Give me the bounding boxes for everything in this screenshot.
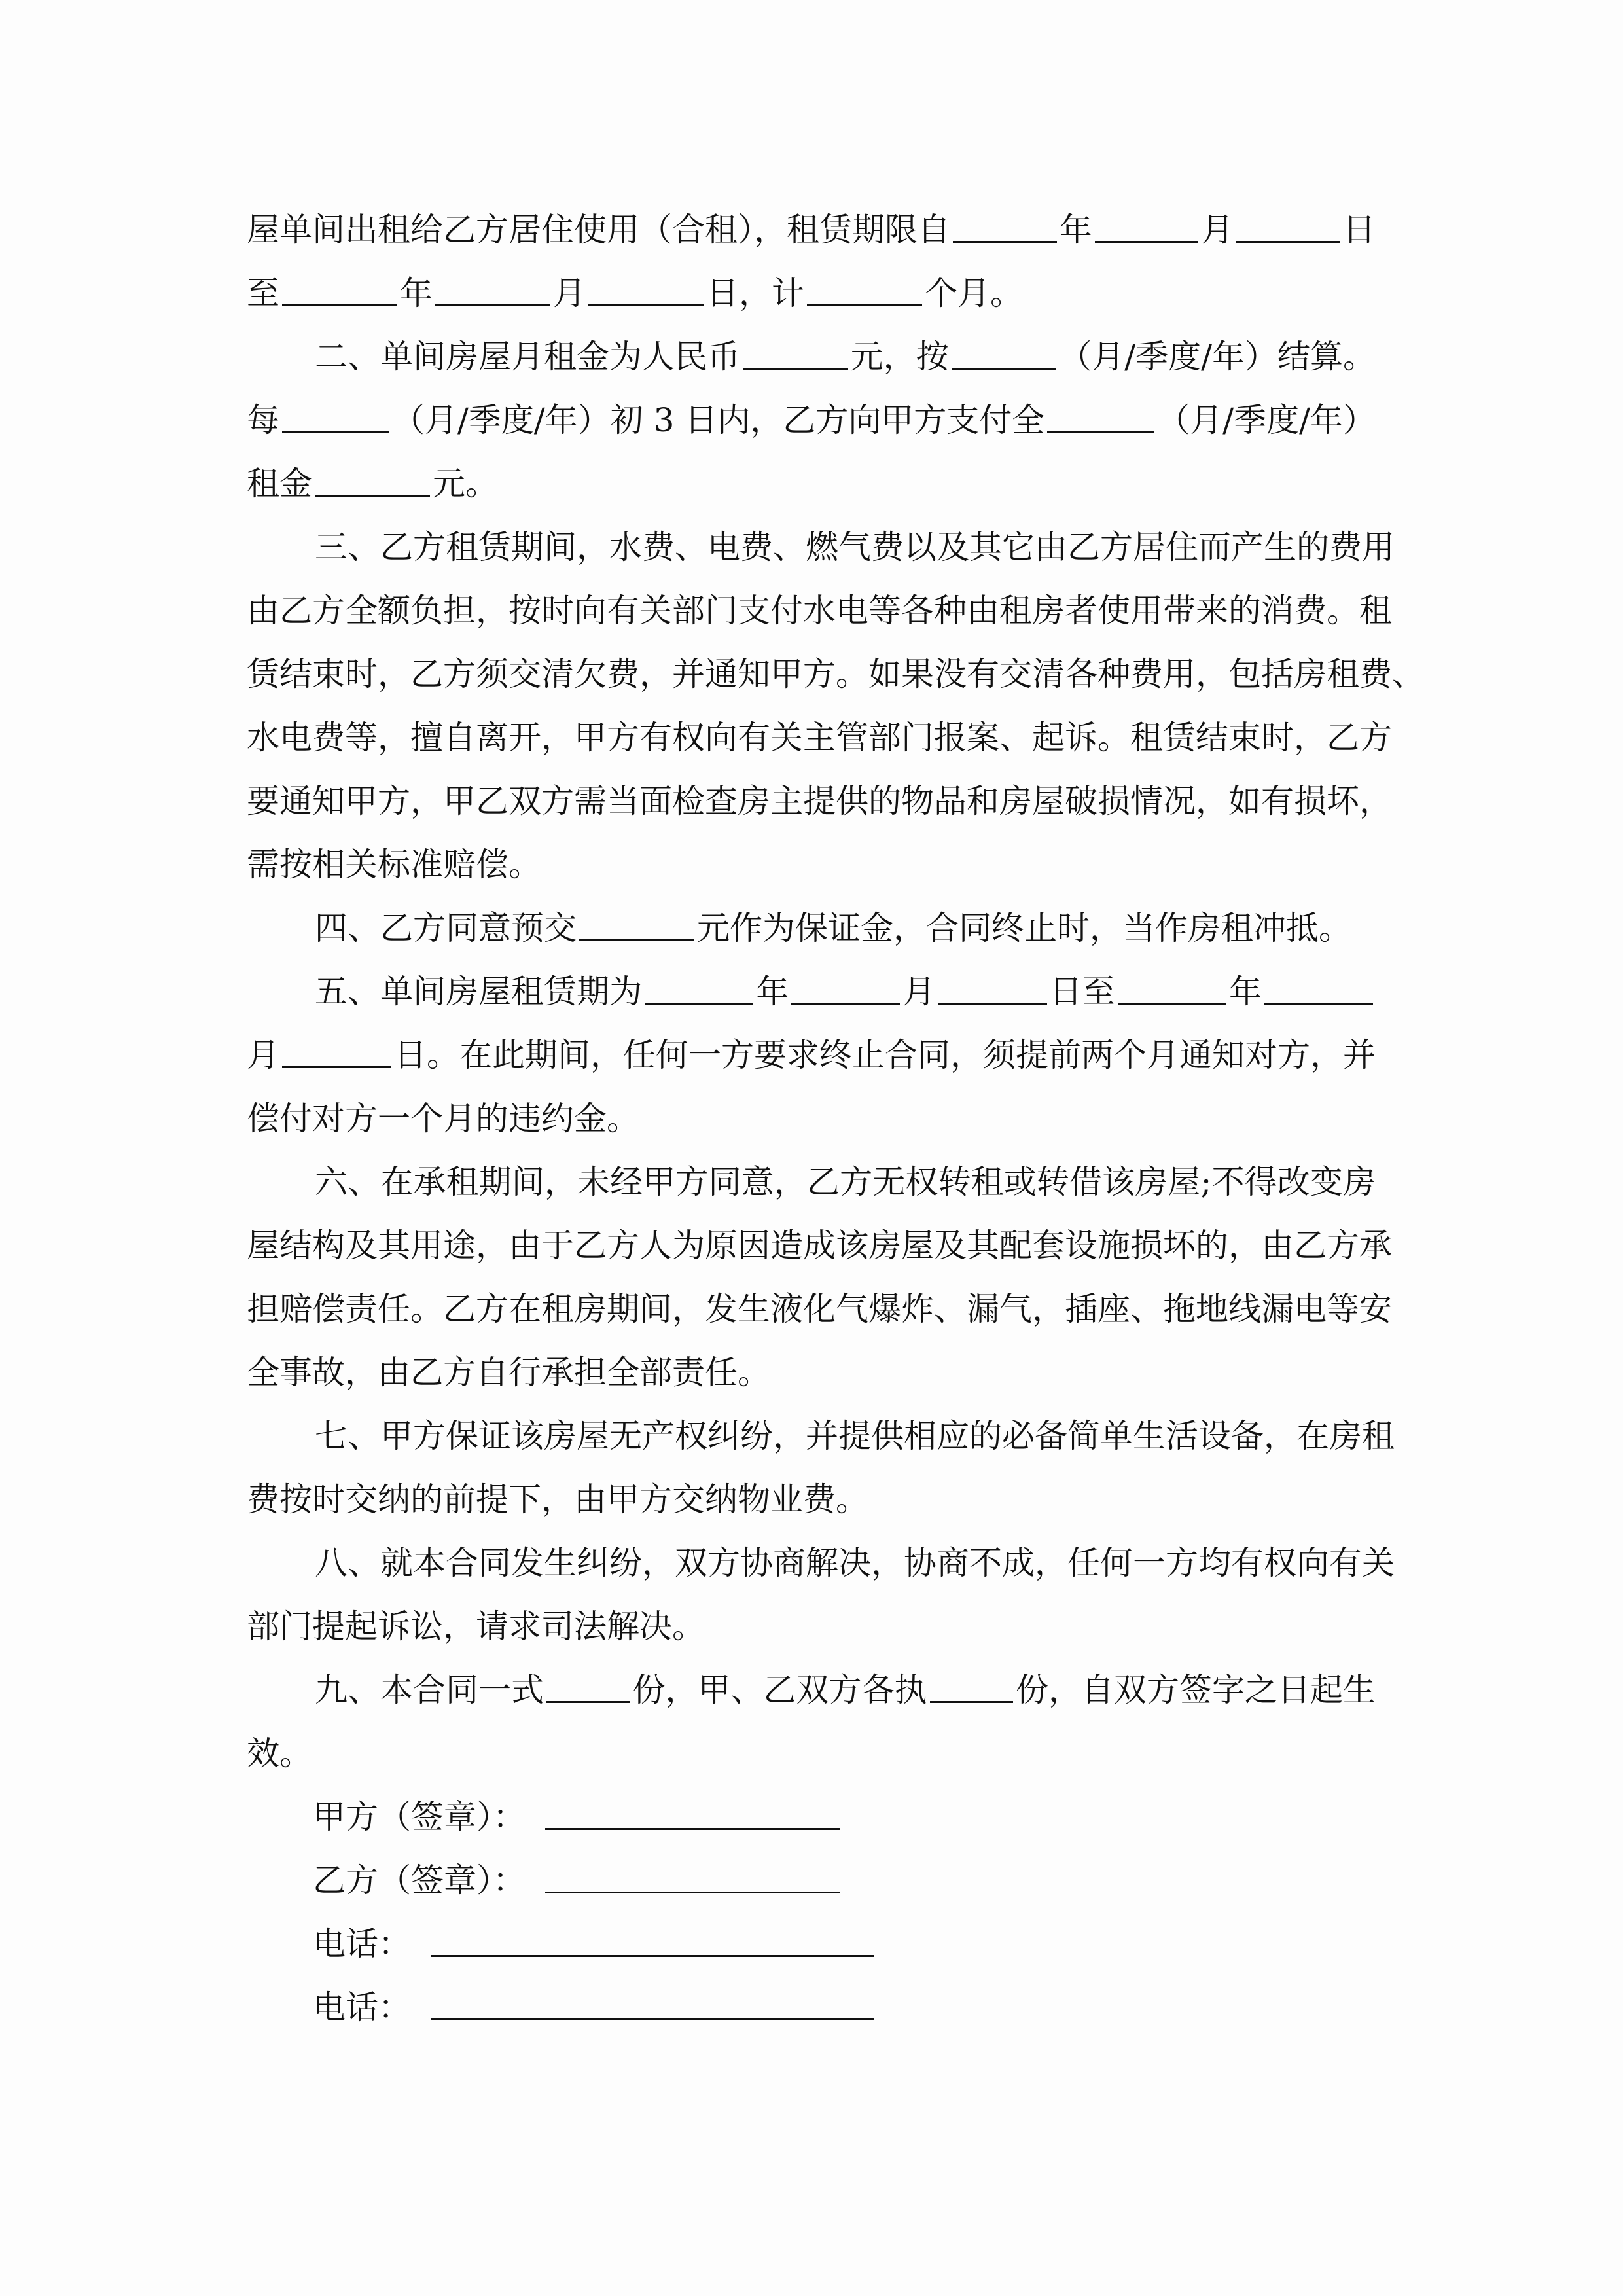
- text: 九、本合同一式: [315, 1671, 544, 1709]
- text: 屋单间出租给乙方居住使用（合租），租赁期限自: [247, 211, 950, 249]
- blank-payment-period[interactable]: [282, 430, 389, 433]
- text: 份，自双方签字之日起生: [1016, 1671, 1376, 1709]
- text: 费按时交纳的前提下，由甲方交纳物业费。: [247, 1480, 868, 1518]
- clause-5-line-3: [247, 1099, 1376, 1138]
- text: 全事故，由乙方自行承担全部责任。: [247, 1354, 770, 1391]
- text: （月/季度/年）: [1157, 401, 1376, 439]
- clause-7-line-1: [315, 1416, 1395, 1456]
- text: 要通知甲方，甲乙双方需当面检查房主提供的物品和房屋破损情况，如有损坏，: [247, 782, 1392, 820]
- phone-a-field[interactable]: [431, 1955, 874, 1957]
- text: 效。: [247, 1734, 312, 1772]
- clause-6-line-1: [315, 1162, 1376, 1202]
- clause-1-line-2: [247, 274, 1376, 313]
- blank-start-year[interactable]: [953, 240, 1057, 243]
- clause-3-line-3: [247, 655, 1425, 694]
- text: 年: [756, 973, 789, 1011]
- blank-rent-amount[interactable]: [315, 493, 430, 497]
- clause-2-line-1: [315, 337, 1376, 376]
- clause-2-line-2: [247, 401, 1376, 440]
- blank-copies-each[interactable]: [930, 1700, 1014, 1703]
- blank-monthly-rent[interactable]: [743, 367, 848, 370]
- text: 五、单间房屋租赁期为: [315, 973, 642, 1011]
- blank-term-end-month[interactable]: [1264, 1001, 1373, 1005]
- party-a-signature-field[interactable]: [545, 1828, 840, 1830]
- blank-start-month[interactable]: [1095, 240, 1199, 243]
- blank-term-start-day[interactable]: [938, 1001, 1046, 1005]
- text: 赁结束时，乙方须交清欠费，并通知甲方。如果没有交清各种费用，包括房租费、: [247, 655, 1425, 693]
- phone-a-row: [313, 1924, 874, 1964]
- text: 日。在此期间，任何一方要求终止合同，须提前两个月通知对方，并: [394, 1036, 1376, 1074]
- clause-3-line-6: [247, 845, 1376, 884]
- text: 六、在承租期间，未经甲方同意，乙方无权转租或转借该房屋;不得改变房: [315, 1163, 1376, 1201]
- text: 月: [553, 274, 586, 312]
- text: 每: [247, 401, 279, 439]
- clause-1-line-1: [247, 210, 1376, 249]
- text: 二、单间房屋月租金为人民币: [315, 338, 740, 376]
- clause-6-line-4: [247, 1353, 1376, 1392]
- blank-term-start-year[interactable]: [645, 1001, 753, 1005]
- text: 担赔偿责任。乙方在租房期间，发生液化气爆炸、漏气，插座、拖地线漏电等安: [247, 1290, 1392, 1328]
- text: 年: [1059, 211, 1092, 249]
- text: 七、甲方保证该房屋无产权纠纷，并提供相应的必备简单生活设备，在房租: [315, 1417, 1395, 1455]
- text: 元，按: [850, 338, 949, 376]
- text: 四、乙方同意预交: [315, 909, 577, 947]
- clause-5-line-1: [315, 972, 1376, 1011]
- text: 部门提起诉讼，请求司法解决。: [247, 1607, 705, 1645]
- party-b-label: 乙方（签章）：: [313, 1861, 526, 1899]
- clause-6-line-2: [247, 1226, 1392, 1265]
- party-b-signature-row: [313, 1861, 840, 1900]
- text: 份，甲、乙双方各执: [632, 1671, 927, 1709]
- blank-end-day[interactable]: [588, 303, 704, 306]
- text: 月: [902, 973, 936, 1011]
- clause-3-line-5: [247, 781, 1392, 821]
- clause-6-line-3: [247, 1289, 1392, 1329]
- blank-end-month[interactable]: [435, 303, 550, 306]
- party-a-label: 甲方（签章）：: [313, 1798, 526, 1836]
- clause-3-line-1: [315, 528, 1395, 567]
- text: 屋结构及其用途，由于乙方人为原因造成该房屋及其配套设施损坏的，由乙方承: [247, 1227, 1392, 1265]
- phone-a-label: 电话：: [313, 1925, 411, 1963]
- clause-9-line-2: [247, 1734, 1376, 1773]
- text: （月/季度/年）结算。: [1059, 338, 1376, 376]
- blank-term-end-year[interactable]: [1118, 1001, 1226, 1005]
- blank-copies-total[interactable]: [546, 1700, 630, 1703]
- phone-b-field[interactable]: [431, 2018, 874, 2020]
- text: 由乙方全额负担，按时向有关部门支付水电等各种由租房者使用带来的消费。租: [247, 592, 1392, 630]
- text: 年: [1228, 973, 1262, 1011]
- text: 租金: [247, 465, 312, 503]
- text: 元。: [433, 465, 498, 503]
- blank-start-day[interactable]: [1236, 240, 1340, 243]
- clause-9-line-1: [315, 1670, 1376, 1710]
- party-a-signature-row: [313, 1797, 840, 1837]
- blank-full-period[interactable]: [1047, 430, 1154, 433]
- clause-8-line-2: [247, 1607, 1376, 1646]
- clause-3-line-2: [247, 591, 1392, 630]
- clause-4-line-1: [315, 908, 1376, 948]
- clause-5-line-2: [247, 1035, 1376, 1075]
- phone-b-label: 电话：: [313, 1988, 411, 2026]
- clause-8-line-1: [315, 1543, 1395, 1583]
- text: 个月。: [925, 274, 1023, 312]
- phone-b-row: [313, 1988, 874, 2027]
- text: 水电费等，擅自离开，甲方有权向有关主管部门报案、起诉。租赁结束时，乙方: [247, 719, 1392, 757]
- clause-3-line-4: [247, 718, 1392, 757]
- text: 元作为保证金，合同终止时，当作房租冲抵。: [697, 909, 1351, 947]
- blank-term-end-day[interactable]: [282, 1065, 391, 1068]
- text: 月: [247, 1036, 279, 1074]
- blank-months-count[interactable]: [807, 303, 922, 306]
- text: 日至: [1049, 973, 1115, 1011]
- blank-deposit[interactable]: [579, 938, 694, 941]
- text: 日，计: [706, 274, 804, 312]
- clause-2-line-3: [247, 464, 1376, 503]
- blank-term-start-month[interactable]: [791, 1001, 900, 1005]
- text: （月/季度/年）初 3 日内，乙方向甲方支付全: [392, 401, 1045, 439]
- text: 三、乙方租赁期间，水费、电费、燃气费以及其它由乙方居住而产生的费用: [315, 528, 1395, 566]
- clause-7-line-2: [247, 1480, 1376, 1519]
- blank-settlement-period[interactable]: [952, 367, 1057, 370]
- text: 至: [247, 274, 279, 312]
- party-b-signature-field[interactable]: [545, 1892, 840, 1893]
- text: 年: [400, 274, 433, 312]
- blank-end-year[interactable]: [282, 303, 397, 306]
- text: 需按相关标准赔偿。: [247, 846, 541, 884]
- text: 日: [1343, 211, 1376, 249]
- text: 月: [1201, 211, 1234, 249]
- text: 八、就本合同发生纠纷，双方协商解决，协商不成，任何一方均有权向有关: [315, 1544, 1395, 1582]
- text: 偿付对方一个月的违约金。: [247, 1100, 639, 1138]
